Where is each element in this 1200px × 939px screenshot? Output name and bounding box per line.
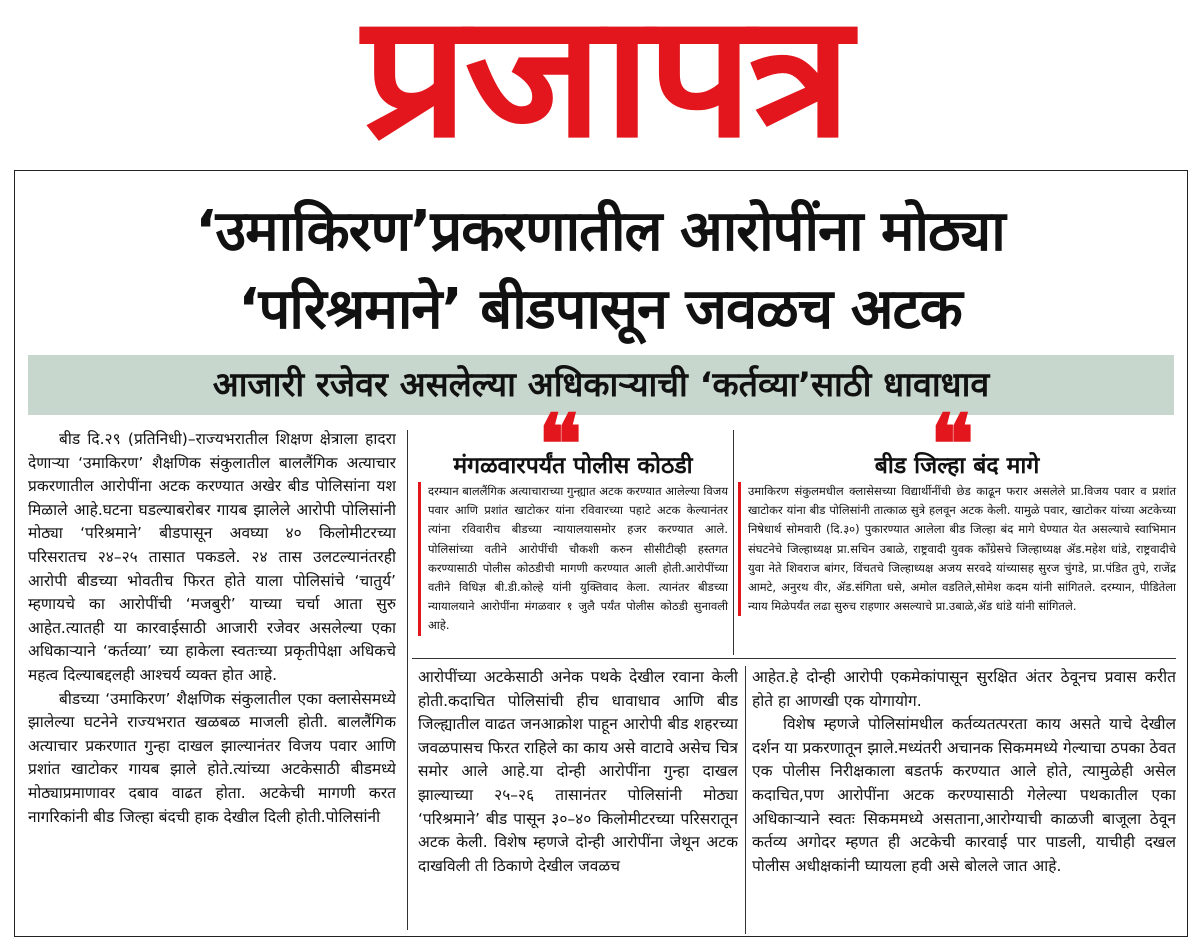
sidebar-body: दरम्यान बाललैंगिक अत्याचाराच्या गुन्ह्यात अटक करण्यात आलेल्या विजय पवार आणि प्रशांत खाटोकर यांना रविवारच्या पहाटे अटक केल्यानंतर त्यांना रविवारीच बीडच्या न्यायालयासमोर हजर करण्यात आले. पोलिसांच्या वतीने आरोपींची चौकशी करुन सीसीटीव्ही हस्तगत करण्यासाठी पोलीस कोठडीची मागणी करण्यात आली होती.आरोपींच्या वतीने विधिज्ञ बी.डी.कोल्हे यांनी युक्तिवाद केला. त्यानंतर बीडच्या न्यायालयाने आरोपींना मंगळवार १ जुलै पर्यंत पोलीस कोठडी सुनावली आहे. — [418, 482, 728, 636]
subtitle: आजारी रजेवर असलेल्या अधिकाऱ्याची ‘कर्तव्या’साठी धावाधाव — [212, 365, 990, 405]
column-divider — [407, 430, 408, 930]
quote-mark-icon: ❝ — [930, 397, 975, 493]
sidebar-bandh — [738, 397, 1176, 655]
sidebar-body: उमाकिरण संकुलमधील क्लासेसच्या विद्यार्थीनींची छेड काढून फरार असलेले प्रा.विजय पवार व प्रशांत खाटोकर यांना बीड पोलिसांनी तात्काळ सुत्रे हलवून अटक केली. यामुळे पवार, खाटोकर यांच्या अटकेच्या निषेधार्थ सोमवारी (दि.३०) पुकारण्यात आलेला बीड जिल्हा बंद मागे घेण्यात येत असल्याचे स्वाभिमान संघटनेचे जिल्हाध्यक्ष प्रा.सचिन उबाळे, राष्ट्रवादी युवक काँग्रेसचे जिल्हाध्यक्ष ॲड.महेश धांडे, राष्ट्रवादीचे युवा नेते शिवराज बांगर, विंचतचे जिल्हाध्यक्ष अजय सरवदे यांच्यासह सुरज चुंगडे, प्रा.पंडित तुपे, राजेंद्र आमटे, अनुरथ वीर, ॲड.संगिता धसे, अमोल वडतिले,सोमेश कदम यांनी सांगितले. दरम्यान, पीडितेला न्याय मिळेपर्यंत लढा सुरुच राहणार असल्याचे प्रा.उबाळे,ॲड धांडे यांनी सांगितले. — [738, 482, 1176, 616]
article-paragraph: बीडच्या ‘उमाकिरण’ शैक्षणिक संकुलातील एका क्लासेसमध्ये झालेल्या घटनेने राज्यभरात खळबळ माजली होती. बाललैंगिक अत्याचार प्रकरणात गुन्हा दाखल झाल्यानंतर विजय पवार आणि प्रशांत खाटोकर गायब झाले होते.त्यांच्या अटकेसाठी बीडमध्ये मोठ्याप्रमाणावर दबाव वाढत होता. अटकेची मागणी करत नागरिकांनी बीड जिल्हा बंदची हाक देखील दिली होती.पोलिसांनी — [28, 689, 396, 826]
column-divider — [733, 430, 734, 655]
article-paragraph: आहेत.हे दोन्ही आरोपी एकमेकांपासून सुरक्षित अंतर ठेवूनच प्रवास करीत होते हा आणखी एक योगायोग. — [752, 668, 1176, 710]
article-column-2 — [418, 666, 738, 934]
masthead-title: प्रजापत्र — [362, 0, 848, 176]
article-paragraph: विशेष म्हणजे पोलिसांमधील कर्तव्यतत्परता काय असते याचे देखील दर्शन या प्रकरणातून झाले.मध्यंतरी अचानक सिकममध्ये गेल्याचा ठपका ठेवत एक पोलीस निरीक्षकाला बडतर्फ करण्यात आले होते, त्यामुळेही असेल कदाचित,पण आरोपींना अटक करण्यासाठी गेलेल्या पथकातील एका अधिकाऱ्याने स्वतः सिकममध्ये असताना,आरोग्याची काळजी बाजूला ठेवून कर्तव्य अगोदर म्हणत ही अटकेची कारवाई पार पाडली, याचीही दखल पोलीस अधीक्षकांनी घ्यायला हवी असे बोलले जात आहे. — [752, 715, 1176, 875]
sidebar-custody — [418, 397, 728, 655]
headline-line-2: ‘परिश्रमाने’ बीडपासून जवळच अटक — [238, 277, 962, 342]
quote-mark-icon: ❝ — [538, 397, 583, 493]
masthead — [0, 0, 1200, 176]
article-column-3 — [752, 666, 1176, 934]
column-divider — [745, 666, 746, 934]
article-paragraph: आरोपींच्या अटकेसाठी अनेक पथके देखील रवाना केली होती.कदाचित पोलिसांची हीच धावाधाव आणि बीड जिल्ह्यातील वाढत जनआक्रोश पाहून आरोपी बीड शहरच्या जवळपासच फिरत राहिले का काय असे वाटावे असेच चित्र समोर आले आहे.या दोन्ही आरोपींना गुन्हा दाखल झाल्याच्या २५–२६ तासानंतर पोलिसांनी मोठ्या ‘परिश्रमाने’ बीड पासून ३०–४० किलोमीटरच्या परिसरातून अटक केली. विशेष म्हणजे दोन्ही आरोपींना जेथून अटक दाखविली ती ठिकाणे देखील जवळच — [418, 668, 738, 875]
sidebar-title: बीड जिल्हा बंद मागे — [874, 453, 1040, 479]
sidebar-divider — [412, 658, 1176, 659]
headline-line-1: ‘उमाकिरण’प्रकरणातील आरोपींना मोठ्या — [195, 199, 1005, 264]
article-paragraph: बीड दि.२९ (प्रतिनिधी)–राज्यभरातील शिक्षण क्षेत्राला हादरा देणाऱ्या ‘उमाकिरण’ शैक्षणिक संकुलातील बाललैंगिक अत्याचार प्रकरणातील आरोपींना अटक करण्यात अखेर बीड पोलिसांना यश मिळाले आहे.घटना घडल्याबरोबर गायब झालेले आरोपी पोलिसांनी मोठ्या ‘परिश्रमाने’ बीडपासून अवघ्या ४० किलोमीटरच्या परिसरातच २४–२५ तासात पकडले. २४ तास उलटल्यानंतरही आरोपी बीडच्या भोवतीच फिरत होते याला पोलिसांचे ‘चातुर्य’ म्हणायचे का आरोपींची ‘मजबुरी’ याच्या चर्चा आता सुरु आहेत.त्यातही या कारवाईसाठी आजारी रजेवर असलेल्या एका अधिकाऱ्याने ‘कर्तव्या’ च्या हाकेला स्वतःच्या प्रकृतीपेक्षा अधिकचे महत्व दिल्याबद्दलही आश्चर्य व्यक्त होत आहे. — [28, 430, 396, 684]
sidebar-title: मंगळवारपर्यंत पोलीस कोठडी — [453, 453, 693, 479]
article-column-1 — [28, 428, 396, 933]
